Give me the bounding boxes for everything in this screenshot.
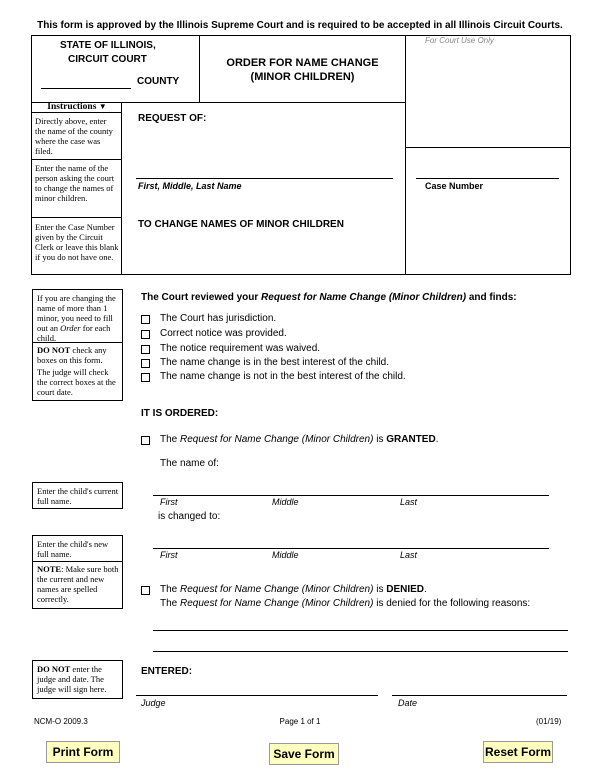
date-label: Date [398,698,418,708]
current-last-label: Last [400,497,418,507]
granted-the: The [160,434,178,445]
findings-intro-a: The Court reviewed your [141,292,259,303]
request-label: REQUEST OF: [138,113,207,124]
instr-donot-text: check any boxes on this form. [37,345,107,365]
caption-divider-1 [199,35,200,103]
changed-to-label: is changed to: [158,511,221,522]
finding-text-1: The Court has jurisdiction. [160,313,277,324]
case-number-label: Case Number [425,181,484,191]
denied-reason-request: Request for Name Change (Minor Children) [180,598,374,609]
instr-div-2 [31,217,121,218]
instr-donot-bold: DO NOT [37,345,71,355]
instructions-header-label: Instructions [47,102,97,112]
name-of-label: The name of: [160,458,219,469]
new-last-label: Last [400,550,418,560]
denied-the: The [160,584,178,595]
instr-note [37,564,121,604]
instr-note-bold: NOTE [37,564,62,574]
denied-text [160,584,427,595]
instr-multi-order: Order [60,323,81,333]
finding-text-2: Correct notice was provided. [160,328,287,339]
date-line[interactable] [392,695,567,696]
finding-checkbox-2[interactable] [141,330,150,339]
instr-div-1 [31,159,121,160]
print-form-button[interactable]: Print Form [46,741,120,763]
current-name-line[interactable] [153,495,549,496]
finding-checkbox-4[interactable] [141,359,150,368]
case-number-line[interactable] [416,178,559,179]
form-title-2: (MINOR CHILDREN) [250,71,355,83]
instr-judge-check: The judge will check the correct boxes at the court date. [37,367,116,397]
save-form-button[interactable]: Save Form [269,743,339,765]
instr-right-border [121,102,122,275]
reset-form-button[interactable]: Reset Form [483,741,553,763]
denied-word: DENIED [386,584,425,595]
denied-checkbox[interactable] [141,586,150,595]
request-name-label: First, Middle, Last Name [138,181,242,191]
instr-current: Enter the child's current full name. [37,486,119,506]
instructions-header[interactable] [34,102,120,112]
entered-label: ENTERED: [141,666,193,677]
instr-judge [37,664,121,694]
findings-intro-request: Request for Name Change (Minor Children) [261,292,467,303]
county-label: COUNTY [137,76,180,87]
change-names-label: TO CHANGE NAMES OF MINOR CHILDREN [138,219,344,230]
granted-request: Request for Name Change (Minor Children) [180,434,374,445]
instr-case: Enter the Case Number given by the Circuit Clerk or leave this blank if you do not have one. [35,222,119,262]
finding-text-3: The notice requirement was waived. [160,343,321,354]
county-line [41,88,131,89]
caret-down-icon: ▼ [98,102,107,111]
instr-multi-end: for each child. [37,323,111,343]
page-number: Page 1 of 1 [279,717,321,726]
instr-new-div [32,561,123,562]
reason-line-1[interactable] [153,630,568,631]
current-middle-label: Middle [272,497,299,507]
instr-new: Enter the child's new full name. [37,539,109,559]
judge-signature-line[interactable] [136,695,378,696]
finding-checkbox-1[interactable] [141,315,150,324]
finding-checkbox-5[interactable] [141,373,150,382]
instr-judge-bold: DO NOT [37,664,71,674]
denied-request: Request for Name Change (Minor Children) [180,584,374,595]
court-use-hline [405,147,571,148]
new-middle-label: Middle [272,550,299,560]
ordered-label: IT IS ORDERED: [141,408,219,419]
instr-donot [37,345,121,365]
granted-is: is [376,434,384,445]
approval-note: This form is approved by the Illinois Supreme Court and is required to be accepted in all Illinois Circuit Courts. [37,20,563,31]
denied-reason-text [160,598,530,609]
denied-is: is [376,584,384,595]
court-use-label: For Court Use Only [425,36,494,45]
denied-reason-the: The [160,598,178,609]
caption-divider-2 [405,35,406,275]
denied-period: . [424,584,427,595]
form-title-1: ORDER FOR NAME CHANGE [226,57,379,69]
findings-intro [141,292,517,303]
granted-word: GRANTED [386,434,436,445]
current-first-label: First [160,497,178,507]
granted-checkbox[interactable] [141,436,150,445]
request-name-line[interactable] [136,178,393,179]
judge-label: Judge [141,698,166,708]
instr-name: Enter the name of the person asking the court to change the names of minor children. [35,163,115,203]
instr-multi-div [32,342,123,343]
reason-line-2[interactable] [153,651,568,652]
circuit-label: CIRCUIT COURT [68,54,147,65]
granted-text [160,434,438,445]
instr-note-text: : Make sure both the current and new names are spelled correctly. [37,564,119,604]
new-name-line[interactable] [153,548,549,549]
instr-judge-text: enter the judge and date. The judge will sign here. [37,664,107,694]
instr-left-line [31,112,121,113]
findings-intro-b: and finds: [468,292,517,303]
form-id: NCM-O 2009.3 [34,717,88,726]
state-label: STATE OF ILLINOIS, [60,40,156,51]
instr-multi-text: If you are changing the name of more than 1 minor, you need to fill out an [37,293,116,333]
finding-text-5: The name change is not in the best interest of the child. [160,371,406,382]
new-first-label: First [160,550,178,560]
revision-date: (01/19) [536,717,562,726]
finding-text-4: The name change is in the best interest of the child. [160,357,390,368]
instr-county: Directly above, enter the name of the county where the case was filed. [35,116,113,156]
finding-checkbox-3[interactable] [141,345,150,354]
denied-reason-tail: is denied for the following reasons: [376,598,531,609]
granted-period: . [435,434,439,445]
instr-multi [37,293,121,343]
